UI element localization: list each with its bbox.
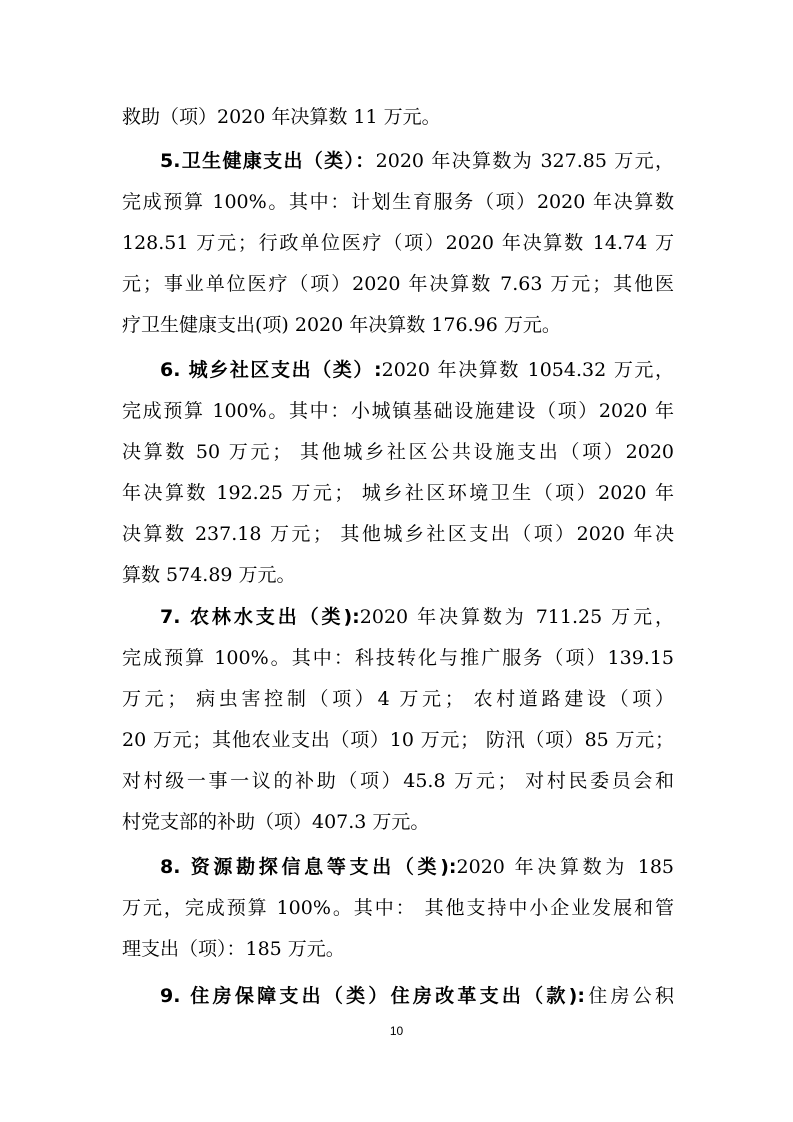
line-text: 对村级一事一议的补助（项）45.8 万元； 对村民委员会和 xyxy=(122,770,674,792)
text-line xyxy=(122,686,674,712)
line-text: 决算数 50 万元； 其他城乡社区公共设施支出（项）2020 xyxy=(122,441,674,463)
line-text: 万元，完成预算 100%。其中： 其他支持中小企业发展和管 xyxy=(122,897,674,919)
text-line xyxy=(122,230,674,256)
line-text: 完成预算 100%。其中：科技转化与推广服务（项）139.15 xyxy=(122,647,674,669)
section-heading-line xyxy=(160,983,674,1009)
text-line xyxy=(122,645,674,671)
text-line xyxy=(122,104,674,130)
section-heading: 9. 住房保障支出（类）住房改革支出（款): xyxy=(160,985,585,1007)
line-text: 决算数 237.18 万元； 其他城乡社区支出（项）2020 年决 xyxy=(122,523,674,545)
line-text: 理支出（项）：185 万元。 xyxy=(122,938,345,960)
text-line xyxy=(122,562,674,588)
text-line xyxy=(122,727,674,753)
line-text: 2020 年决算数为 711.25 万元， xyxy=(359,606,674,628)
line-text: 年决算数 192.25 万元； 城乡社区环境卫生（项）2020 年 xyxy=(122,482,674,504)
section-heading: 7. 农林水支出（类): xyxy=(160,606,360,628)
text-line xyxy=(122,312,674,338)
text-line xyxy=(122,521,674,547)
line-text: 20 万元；其他农业支出（项）10 万元； 防汛（项）85 万元； xyxy=(122,729,674,751)
section-heading-line xyxy=(160,854,674,880)
line-text: 2020 年决算数为 327.85 万元， xyxy=(375,150,674,172)
line-text: 2020 年决算数为 185 xyxy=(456,856,674,878)
section-heading-line xyxy=(160,148,674,174)
line-text: 算数 574.89 万元。 xyxy=(122,564,296,586)
text-line xyxy=(122,809,674,835)
text-line xyxy=(122,439,674,465)
line-text: 元；事业单位医疗（项）2020 年决算数 7.63 万元；其他医 xyxy=(122,273,674,295)
text-line xyxy=(122,895,674,921)
line-text: 完成预算 100%。其中：小城镇基础设施建设（项）2020 年 xyxy=(122,400,674,422)
section-heading-line xyxy=(160,357,674,383)
line-text: 128.51 万元；行政单位医疗（项）2020 年决算数 14.74 万 xyxy=(122,232,674,254)
section-heading: 8. 资源勘探信息等支出（类): xyxy=(160,856,457,878)
line-text: 住房公积 xyxy=(584,985,674,1007)
text-line xyxy=(122,936,674,962)
section-heading: 6. 城乡社区支出（类）: xyxy=(160,359,382,381)
page-number: 10 xyxy=(389,1024,404,1038)
line-text: 完成预算 100%。其中：计划生育服务（项）2020 年决算数 xyxy=(122,191,674,213)
text-line xyxy=(122,189,674,215)
line-text: 万元； 病虫害控制（项）4 万元； 农村道路建设（项） xyxy=(122,688,674,710)
line-text: 村党支部的补助（项）407.3 万元。 xyxy=(122,811,430,833)
text-line xyxy=(122,480,674,506)
line-text: 救助（项）2020 年决算数 11 万元。 xyxy=(122,106,441,128)
line-text: 2020 年决算数 1054.32 万元， xyxy=(381,359,674,381)
text-line xyxy=(122,271,674,297)
section-heading: 5.卫生健康支出（类）： xyxy=(160,150,376,172)
text-line xyxy=(122,398,674,424)
section-heading-line xyxy=(160,604,674,630)
line-text: 疗卫生健康支出(项) 2020 年决算数 176.96 万元。 xyxy=(122,314,561,336)
text-line xyxy=(122,768,674,794)
